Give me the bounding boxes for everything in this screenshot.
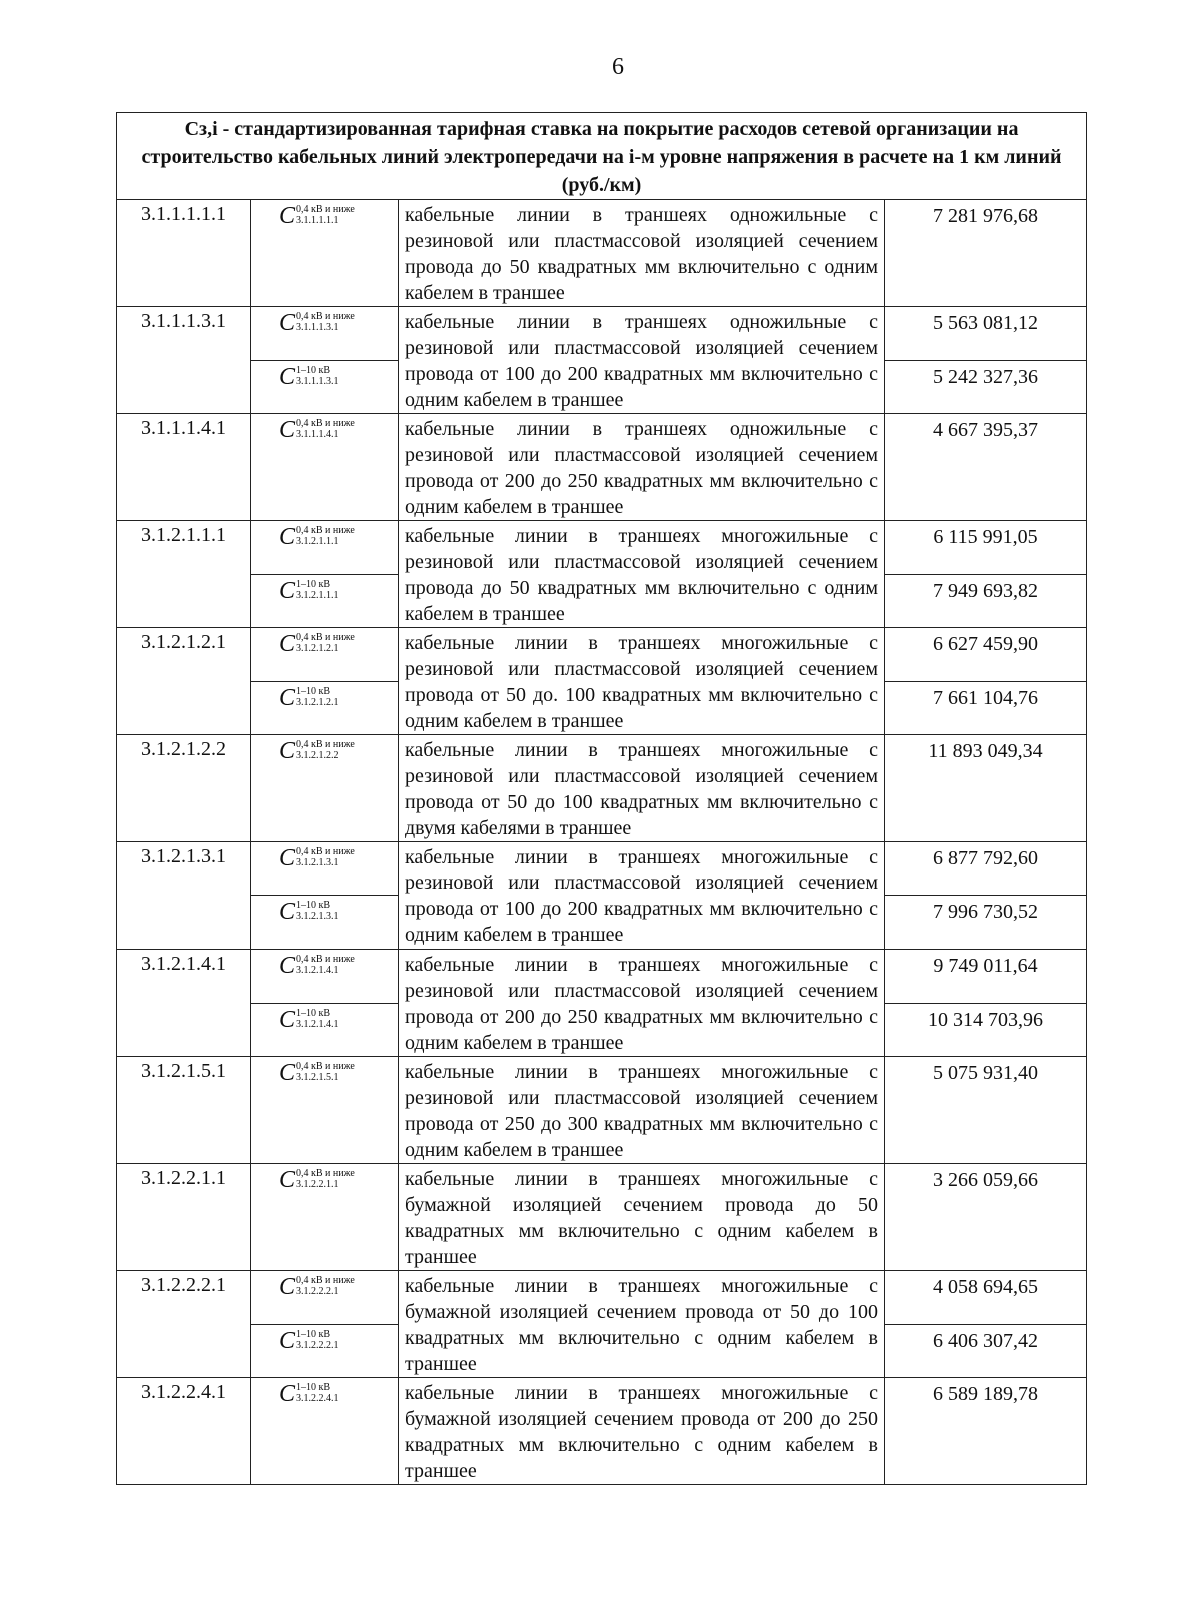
tariff-table xyxy=(116,112,1087,1485)
tariff-code: 3.1.1.1.1.1 xyxy=(117,200,251,307)
symbol-index: 3.1.2.2.2.1 xyxy=(296,1286,339,1297)
voltage-level: 0,4 кВ и ниже xyxy=(296,418,355,429)
table-row xyxy=(117,1378,1087,1485)
tariff-symbol-cell xyxy=(251,950,399,1004)
voltage-level: 0,4 кВ и ниже xyxy=(296,204,355,215)
tariff-rate-value: 4 058 694,65 xyxy=(885,1271,1087,1325)
tariff-rate-value: 11 893 049,34 xyxy=(885,735,1087,842)
tariff-symbol-cell xyxy=(251,414,399,521)
tariff-symbol-scripts xyxy=(296,846,355,868)
tariff-description: кабельные линии в траншеях многожильные с бумажной изоляцией сечением провода от 50 до 100 квадратных мм включительно с одним кабелем в траншее xyxy=(399,1271,885,1378)
tariff-code: 3.1.2.1.2.2 xyxy=(117,735,251,842)
symbol-index: 3.1.2.1.5.1 xyxy=(296,1072,339,1083)
tariff-symbol xyxy=(279,846,355,870)
voltage-level: 1–10 кВ xyxy=(296,900,331,911)
tariff-description: кабельные линии в траншеях многожильные с бумажной изоляцией сечением провода до 50 квадратных мм включительно с одним кабелем в траншее xyxy=(399,1164,885,1271)
tariff-symbol xyxy=(279,1329,339,1353)
tariff-symbol xyxy=(279,1008,339,1032)
tariff-symbol xyxy=(279,579,339,603)
tariff-symbol xyxy=(279,954,355,978)
table-row xyxy=(117,950,1087,1004)
table-row xyxy=(117,735,1087,842)
tariff-description: кабельные линии в траншеях многожильные с резиновой или пластмассовой изоляцией сечением провода от 250 до 300 квадратных мм включительно с одним кабелем в траншее xyxy=(399,1057,885,1164)
tariff-description: кабельные линии в траншеях многожильные с резиновой или пластмассовой изоляцией сечением провода от 200 до 250 квадратных мм включительно с одним кабелем в траншее xyxy=(399,950,885,1057)
tariff-code: 3.1.1.1.3.1 xyxy=(117,307,251,414)
tariff-symbol-cell xyxy=(251,307,399,361)
tariff-description: кабельные линии в траншеях многожильные с резиновой или пластмассовой изоляцией сечением провода от 100 до 200 квадратных мм включительно с одним кабелем в траншее xyxy=(399,842,885,950)
tariff-code: 3.1.2.2.2.1 xyxy=(117,1271,251,1378)
tariff-symbol-cell xyxy=(251,842,399,896)
tariff-symbol-scripts xyxy=(296,365,339,387)
tariff-rate-value: 5 563 081,12 xyxy=(885,307,1087,361)
tariff-description: кабельные линии в траншеях многожильные с резиновой или пластмассовой изоляцией сечением провода от 50 до. 100 квадратных мм включительно с одним кабелем в траншее xyxy=(399,628,885,735)
tariff-code: 3.1.2.2.1.1 xyxy=(117,1164,251,1271)
tariff-symbol-letter: C xyxy=(279,738,296,764)
symbol-index: 3.1.2.2.1.1 xyxy=(296,1179,339,1190)
tariff-symbol-scripts xyxy=(296,900,339,922)
tariff-code: 3.1.1.1.4.1 xyxy=(117,414,251,521)
tariff-symbol-scripts xyxy=(296,1275,355,1297)
voltage-level: 0,4 кВ и ниже xyxy=(296,846,355,857)
table-row xyxy=(117,521,1087,575)
tariff-code: 3.1.2.1.4.1 xyxy=(117,950,251,1057)
tariff-rate-value: 6 627 459,90 xyxy=(885,628,1087,682)
tariff-description: кабельные линии в траншеях многожильные с бумажной изоляцией сечением провода от 200 до 250 квадратных мм включительно с одним кабелем в траншее xyxy=(399,1378,885,1485)
tariff-table-body xyxy=(117,113,1087,1485)
symbol-index: 3.1.1.1.4.1 xyxy=(296,429,339,440)
table-row xyxy=(117,414,1087,521)
tariff-symbol-cell xyxy=(251,1271,399,1325)
tariff-rate-value: 4 667 395,37 xyxy=(885,414,1087,521)
table-row xyxy=(117,1164,1087,1271)
tariff-code: 3.1.2.2.4.1 xyxy=(117,1378,251,1485)
tariff-symbol-cell xyxy=(251,628,399,682)
tariff-rate-value: 6 406 307,42 xyxy=(885,1324,1087,1378)
tariff-symbol-scripts xyxy=(296,525,355,547)
tariff-symbol-scripts xyxy=(296,686,339,708)
tariff-symbol xyxy=(279,686,339,710)
tariff-symbol-letter: C xyxy=(279,845,296,871)
tariff-symbol-cell xyxy=(251,1057,399,1164)
tariff-symbol-letter: C xyxy=(279,417,296,443)
voltage-level: 0,4 кВ и ниже xyxy=(296,311,355,322)
tariff-symbol-letter: C xyxy=(279,363,296,390)
table-header: Сз,i - стандартизированная тарифная ставка на покрытие расходов сетевой организации на строительство кабельных линий электропередачи на i-м уровне напряжения в расчете на 1 км линий (руб./км) xyxy=(117,113,1087,200)
tariff-symbol-letter: C xyxy=(279,1381,296,1407)
tariff-code: 3.1.2.1.3.1 xyxy=(117,842,251,950)
tariff-symbol xyxy=(279,418,355,442)
tariff-rate-value: 3 266 059,66 xyxy=(885,1164,1087,1271)
tariff-symbol-cell xyxy=(251,1164,399,1271)
tariff-symbol-scripts xyxy=(296,1008,339,1030)
tariff-description: кабельные линии в траншеях одножильные с резиновой или пластмассовой изоляцией сечением провода до 50 квадратных мм включительно с одним кабелем в траншее xyxy=(399,200,885,307)
symbol-index: 3.1.2.1.4.1 xyxy=(296,965,339,976)
tariff-symbol-cell xyxy=(251,200,399,307)
tariff-symbol-letter: C xyxy=(279,1274,296,1300)
tariff-rate-value: 7 661 104,76 xyxy=(885,681,1087,735)
symbol-index: 3.1.2.2.2.1 xyxy=(296,1339,339,1351)
tariff-symbol-letter: C xyxy=(279,577,296,604)
tariff-symbol xyxy=(279,632,355,656)
tariff-description: кабельные линии в траншеях многожильные с резиновой или пластмассовой изоляцией сечением провода от 50 до 100 квадратных мм включительно с двумя кабелями в траншее xyxy=(399,735,885,842)
voltage-level: 1–10 кВ xyxy=(296,1328,331,1340)
tariff-rate-value: 5 075 931,40 xyxy=(885,1057,1087,1164)
symbol-index: 3.1.1.1.3.1 xyxy=(296,375,339,387)
tariff-symbol xyxy=(279,1382,339,1406)
tariff-symbol-scripts xyxy=(296,739,355,761)
tariff-symbol xyxy=(279,1061,355,1085)
tariff-symbol-cell xyxy=(251,1003,399,1057)
symbol-index: 3.1.2.1.3.1 xyxy=(296,911,339,922)
voltage-level: 1–10 кВ xyxy=(296,685,331,697)
voltage-level: 0,4 кВ и ниже xyxy=(296,632,355,643)
symbol-index: 3.1.2.1.2.1 xyxy=(296,643,339,654)
tariff-description: кабельные линии в траншеях многожильные с резиновой или пластмассовой изоляцией сечением провода до 50 квадратных мм включительно с одним кабелем в траншее xyxy=(399,521,885,628)
tariff-description: кабельные линии в траншеях одножильные с резиновой или пластмассовой изоляцией сечением провода от 100 до 200 квадратных мм включительно с одним кабелем в траншее xyxy=(399,307,885,414)
voltage-level: 1–10 кВ xyxy=(296,578,331,590)
tariff-symbol xyxy=(279,1168,355,1192)
tariff-description: кабельные линии в траншеях одножильные с резиновой или пластмассовой изоляцией сечением провода от 200 до 250 квадратных мм включительно с одним кабелем в траншее xyxy=(399,414,885,521)
tariff-rate-value: 6 115 991,05 xyxy=(885,521,1087,575)
symbol-index: 3.1.2.1.2.2 xyxy=(296,750,339,761)
tariff-symbol-letter: C xyxy=(279,899,296,925)
tariff-symbol-scripts xyxy=(296,579,339,601)
symbol-index: 3.1.2.1.3.1 xyxy=(296,857,339,868)
tariff-symbol-letter: C xyxy=(279,1167,296,1193)
table-row xyxy=(117,1271,1087,1325)
tariff-symbol-scripts xyxy=(296,1382,339,1404)
tariff-rate-value: 10 314 703,96 xyxy=(885,1003,1087,1057)
symbol-index: 3.1.2.2.4.1 xyxy=(296,1393,339,1404)
tariff-rate-value: 9 749 011,64 xyxy=(885,950,1087,1004)
table-row xyxy=(117,842,1087,896)
symbol-index: 3.1.2.1.4.1 xyxy=(296,1018,339,1030)
tariff-symbol xyxy=(279,900,339,924)
symbol-index: 3.1.1.1.3.1 xyxy=(296,322,339,333)
table-row xyxy=(117,1057,1087,1164)
tariff-symbol-scripts xyxy=(296,311,355,333)
tariff-code: 3.1.2.1.1.1 xyxy=(117,521,251,628)
voltage-level: 1–10 кВ xyxy=(296,364,331,376)
tariff-symbol-letter: C xyxy=(279,684,296,711)
tariff-symbol-letter: C xyxy=(279,310,296,336)
symbol-index: 3.1.2.1.1.1 xyxy=(296,536,339,547)
voltage-level: 0,4 кВ и ниже xyxy=(296,1168,355,1179)
tariff-symbol-letter: C xyxy=(279,631,296,657)
tariff-symbol xyxy=(279,739,355,763)
tariff-symbol-cell xyxy=(251,735,399,842)
tariff-symbol xyxy=(279,365,339,389)
table-header-row xyxy=(117,113,1087,200)
tariff-rate-value: 6 877 792,60 xyxy=(885,842,1087,896)
symbol-index: 3.1.2.1.2.1 xyxy=(296,696,339,708)
tariff-rate-value: 7 949 693,82 xyxy=(885,574,1087,628)
voltage-level: 1–10 кВ xyxy=(296,1382,331,1393)
tariff-symbol-letter: C xyxy=(279,203,296,229)
tariff-symbol xyxy=(279,311,355,335)
tariff-symbol-cell xyxy=(251,574,399,628)
symbol-index: 3.1.1.1.1.1 xyxy=(296,215,339,226)
tariff-symbol-letter: C xyxy=(279,524,296,550)
tariff-rate-value: 5 242 327,36 xyxy=(885,360,1087,414)
tariff-rate-value: 7 281 976,68 xyxy=(885,200,1087,307)
table-row xyxy=(117,200,1087,307)
tariff-symbol xyxy=(279,1275,355,1299)
voltage-level: 0,4 кВ и ниже xyxy=(296,954,355,965)
tariff-symbol-scripts xyxy=(296,1329,339,1351)
tariff-symbol-cell xyxy=(251,681,399,735)
tariff-rate-value: 6 589 189,78 xyxy=(885,1378,1087,1485)
voltage-level: 0,4 кВ и ниже xyxy=(296,1061,355,1072)
voltage-level: 0,4 кВ и ниже xyxy=(296,1275,355,1286)
tariff-symbol-letter: C xyxy=(279,1060,296,1086)
tariff-symbol-cell xyxy=(251,1378,399,1485)
tariff-symbol-cell xyxy=(251,360,399,414)
tariff-symbol-scripts xyxy=(296,1061,355,1083)
tariff-symbol-scripts xyxy=(296,204,355,226)
tariff-symbol-cell xyxy=(251,1324,399,1378)
tariff-symbol-scripts xyxy=(296,954,355,976)
tariff-rate-value: 7 996 730,52 xyxy=(885,896,1087,950)
table-row xyxy=(117,307,1087,361)
tariff-symbol xyxy=(279,204,355,228)
tariff-symbol-cell xyxy=(251,521,399,575)
voltage-level: 0,4 кВ и ниже xyxy=(296,525,355,536)
voltage-level: 1–10 кВ xyxy=(296,1007,331,1019)
tariff-symbol-cell xyxy=(251,896,399,950)
table-row xyxy=(117,628,1087,682)
tariff-symbol xyxy=(279,525,355,549)
tariff-symbol-scripts xyxy=(296,632,355,654)
tariff-symbol-letter: C xyxy=(279,953,296,979)
voltage-level: 0,4 кВ и ниже xyxy=(296,739,355,750)
page-number: 6 xyxy=(612,54,624,80)
tariff-code: 3.1.2.1.5.1 xyxy=(117,1057,251,1164)
tariff-symbol-scripts xyxy=(296,418,355,440)
tariff-symbol-letter: C xyxy=(279,1327,296,1354)
tariff-symbol-letter: C xyxy=(279,1006,296,1033)
symbol-index: 3.1.2.1.1.1 xyxy=(296,589,339,601)
tariff-code: 3.1.2.1.2.1 xyxy=(117,628,251,735)
tariff-symbol-scripts xyxy=(296,1168,355,1190)
